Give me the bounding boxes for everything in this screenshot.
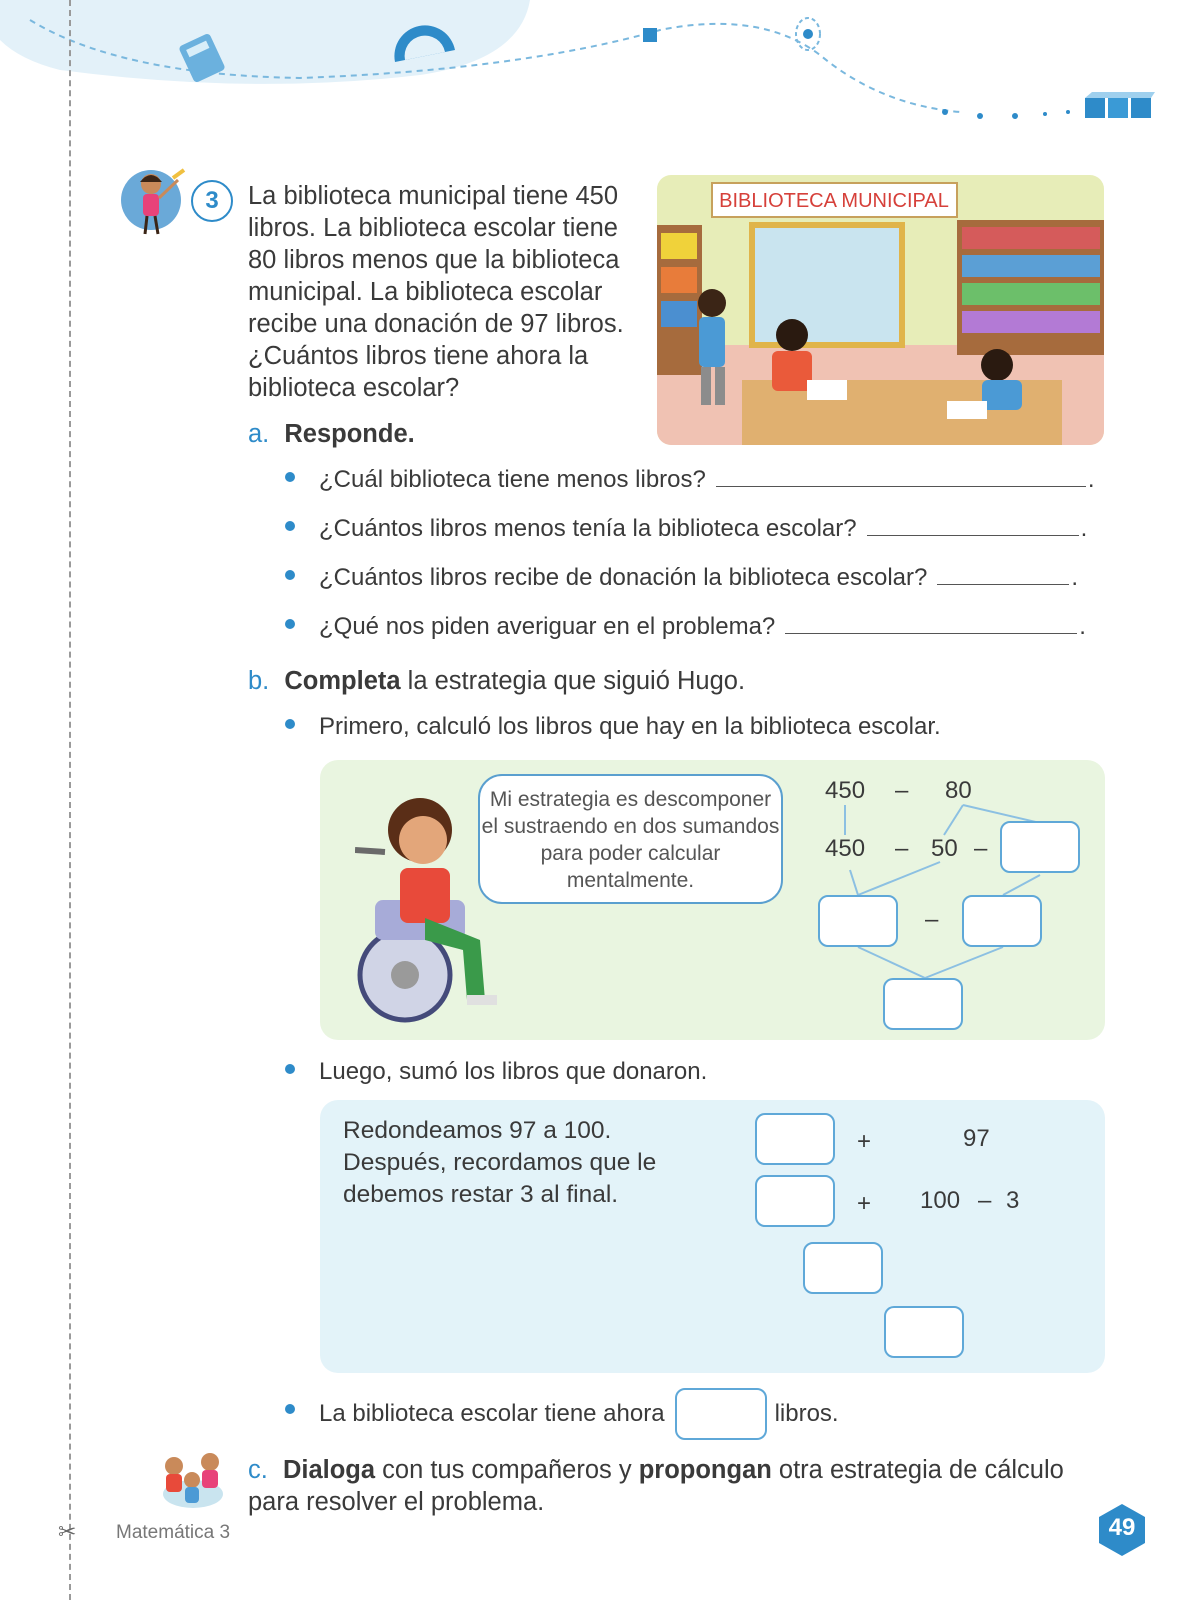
question-row: ¿Cuál biblioteca tiene menos libros? . bbox=[285, 466, 1095, 494]
question-text: ¿Cuántos libros recibe de donación la biblioteca escolar? bbox=[319, 564, 928, 591]
question-text: ¿Qué nos piden averiguar en el problema? bbox=[319, 613, 776, 640]
bullet-icon bbox=[285, 619, 295, 629]
question-text: ¿Cuál biblioteca tiene menos libros? bbox=[319, 466, 706, 493]
answer-box[interactable] bbox=[803, 1242, 883, 1294]
answer-field[interactable] bbox=[785, 614, 1077, 634]
problem-statement: La biblioteca municipal tiene 450 libros. La biblioteca escolar tiene 80 libros menos que la biblioteca municipal. La biblioteca escolar recibe una donación de 97 libros. ¿Cuántos libros tiene ahora la biblioteca escolar? bbox=[248, 182, 624, 402]
question-row: ¿Cuántos libros recibe de donación la biblioteca escolar? . bbox=[285, 564, 1078, 592]
book-title: Matemática 3 bbox=[116, 1522, 231, 1543]
part-c-text: c. Dialoga con tus compañeros y propongan otra estrategia de cálculo para resolver el problema. bbox=[248, 1456, 1064, 1516]
bullet-icon bbox=[285, 1064, 295, 1074]
problem-number: 3 bbox=[191, 180, 233, 222]
cut-line bbox=[69, 0, 71, 1600]
student-girl-icon bbox=[118, 160, 188, 240]
scissors-icon: ✂ bbox=[58, 1520, 77, 1545]
answer-box[interactable] bbox=[884, 1306, 964, 1358]
page-number: 49 bbox=[1108, 1514, 1136, 1541]
minus-sign: – bbox=[895, 835, 909, 862]
diagram-number: 450 bbox=[825, 777, 866, 804]
question-text: ¿Cuántos libros menos tenía la biblioteca escolar? bbox=[319, 515, 857, 542]
question-row: ¿Qué nos piden averiguar en el problema? . bbox=[285, 613, 1086, 641]
diagram-number: 3 bbox=[1006, 1187, 1020, 1214]
bullet-icon bbox=[285, 472, 295, 482]
step2-row: Luego, sumó los libros que donaron. bbox=[285, 1058, 707, 1086]
diagram-number: 50 bbox=[931, 835, 958, 862]
answer-box[interactable] bbox=[755, 1113, 835, 1165]
minus-sign: – bbox=[895, 777, 909, 804]
cube-icon bbox=[643, 28, 657, 42]
library-sign: BIBLIOTECA MUNICIPAL bbox=[719, 190, 949, 212]
top-decoration bbox=[0, 0, 1193, 140]
plus-sign: + bbox=[857, 1190, 872, 1217]
rounding-text: Redondeamos 97 a 100. Después, recordamos que le debemos restar 3 al final. bbox=[343, 1117, 657, 1208]
minus-sign: – bbox=[974, 835, 988, 862]
answer-field[interactable] bbox=[937, 565, 1069, 585]
bullet-icon bbox=[285, 570, 295, 580]
bullet-icon bbox=[285, 719, 295, 729]
final-answer-row: La biblioteca escolar tiene ahora libros. bbox=[285, 1388, 839, 1440]
answer-box[interactable] bbox=[1000, 821, 1080, 873]
final-answer-box[interactable] bbox=[675, 1388, 767, 1440]
question-row: ¿Cuántos libros menos tenía la biblioteca escolar? . bbox=[285, 515, 1087, 543]
answer-box[interactable] bbox=[883, 978, 963, 1030]
answer-field[interactable] bbox=[867, 516, 1079, 536]
diagram-number: 97 bbox=[963, 1125, 990, 1152]
minus-sign: – bbox=[925, 906, 939, 933]
library-illustration bbox=[657, 175, 1104, 445]
plus-sign: + bbox=[857, 1128, 872, 1155]
bullet-icon bbox=[285, 521, 295, 531]
diagram-number: 80 bbox=[945, 777, 972, 804]
part-b-heading: b. Completa la estrategia que siguió Hugo. bbox=[248, 667, 746, 695]
pin-icon bbox=[796, 18, 820, 50]
minus-sign: – bbox=[978, 1187, 992, 1214]
cubes-icon bbox=[1085, 92, 1155, 118]
group-of-children-icon bbox=[158, 1444, 228, 1514]
bullet-icon bbox=[285, 1404, 295, 1414]
speech-bubble: Mi estrategia es descomponer el sustraendo en dos sumandos para poder calcular mentalmente. bbox=[478, 774, 783, 904]
part-a-heading: a. Responde. bbox=[248, 420, 415, 448]
diagram-number: 450 bbox=[825, 835, 866, 862]
step1-row: Primero, calculó los libros que hay en la biblioteca escolar. bbox=[285, 713, 941, 741]
answer-box[interactable] bbox=[755, 1175, 835, 1227]
diagram-number: 100 bbox=[920, 1187, 961, 1214]
answer-box[interactable] bbox=[818, 895, 898, 947]
answer-box[interactable] bbox=[962, 895, 1042, 947]
answer-field[interactable] bbox=[716, 467, 1086, 487]
